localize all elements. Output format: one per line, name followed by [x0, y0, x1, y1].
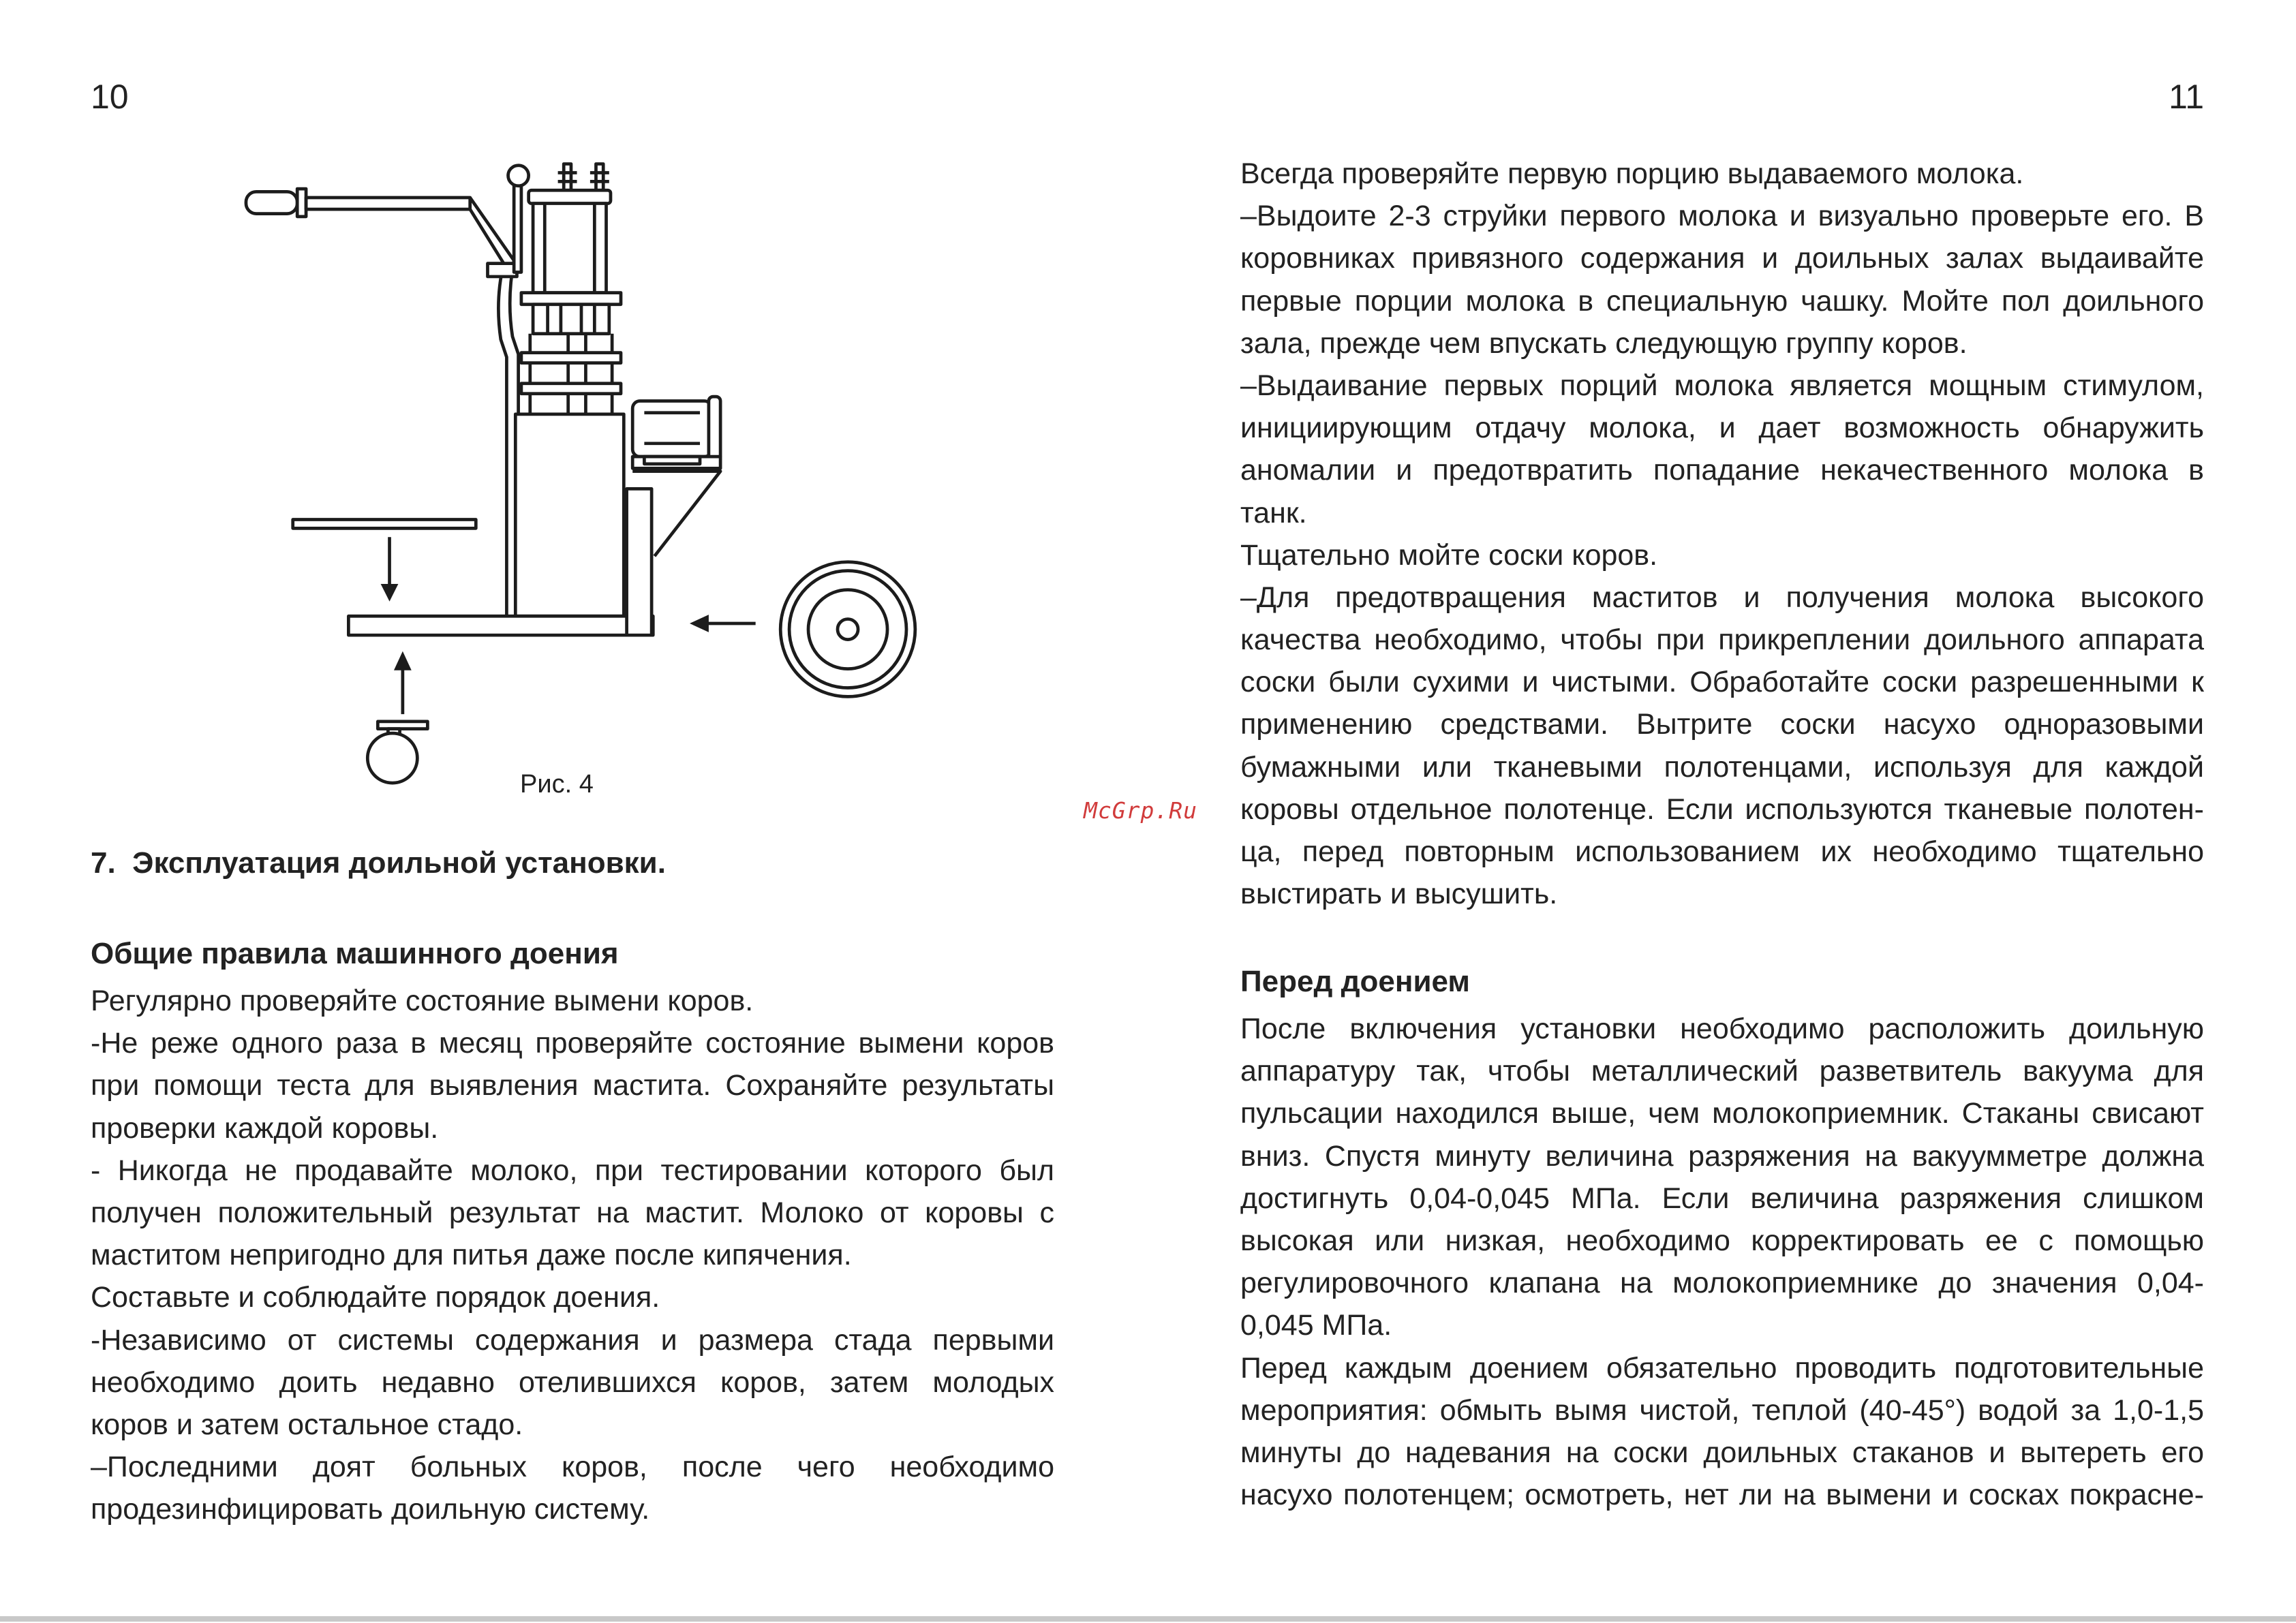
text-line: коровы отдельное полотенце. Если используются тканевые полотен-: [1240, 792, 2204, 826]
text-line: соски были сухими и чистыми. Обработайте соски разрешенными к: [1240, 666, 2204, 699]
text-line: аномалии и предотвратить попадание некачественного молока в: [1240, 454, 2204, 487]
text-line: -Не реже одного раза в месяц проверяйте состояние вымени коров: [91, 1027, 1054, 1060]
text-line: вниз. Спустя минуту величина разряжения на вакуумметре должна: [1240, 1139, 2204, 1173]
text-line: регулировочного клапана на молокоприемнике до значения 0,04-: [1240, 1267, 2204, 1300]
text-line: -Независимо от системы содержания и размера стада первыми: [91, 1323, 1054, 1357]
page-number-left: 10: [91, 78, 129, 116]
text-line: зала, прежде чем впускать следующую группу коров.: [1240, 326, 1968, 360]
text-line: –Выдоите 2-3 струйки первого молока и визуально проверьте его. В: [1240, 200, 2204, 233]
text-line: достигнуть 0,04-0,045 МПа. Если величина разряжения слишком: [1240, 1181, 2204, 1215]
text-line: Всегда проверяйте первую порцию выдаваемого молока.: [1240, 157, 2024, 190]
text-line: продезинфицировать доильную систему.: [91, 1493, 650, 1526]
text-line: маститом непригодно для питья даже после кипячения.: [91, 1239, 852, 1272]
right-body-text-bottom: [1240, 1008, 2204, 1516]
text-line: –Для предотвращения маститов и получения молока высокого: [1240, 581, 2204, 614]
watermark: McGrp.Ru: [1084, 797, 1197, 824]
text-line: инициирующим отдачу молока, и дает возможность обнаружить: [1240, 412, 2204, 445]
text-line: коровниках привязного содержания и доильных залах выдаивайте: [1240, 242, 2204, 275]
text-line: получен положительный результат на мастит. Молоко от коровы с: [91, 1196, 1054, 1229]
text-line: насухо полотенцем; осмотреть, нет ли на вымени и сосках покрасне-: [1240, 1479, 2204, 1512]
paragraph: [1240, 365, 2204, 534]
text-line: танк.: [1240, 496, 1307, 529]
text-line: минуты до надевания на соски доильных стаканов и вытереть его: [1240, 1436, 2204, 1469]
page-bottom-rule: [0, 1616, 2296, 1622]
text-line: После включения установки необходимо расположить доильную: [1240, 1013, 2204, 1045]
figure-caption: Рис. 4: [520, 770, 594, 799]
text-line: 0,045 МПа.: [1240, 1309, 1392, 1342]
paragraph: [1240, 534, 2204, 576]
right-body-text-top: [1240, 153, 2204, 915]
text-line: Тщательно мойте соски коров.: [1240, 538, 1658, 572]
paragraph: [1240, 576, 2204, 916]
text-line: Составьте и соблюдайте порядок доения.: [91, 1281, 660, 1314]
page-number-right: 11: [2169, 78, 2204, 116]
text-line: высокая или низкая, необходимо корректировать ее с помощью: [1240, 1224, 2204, 1257]
subheading-before-milking: Перед доением: [1240, 965, 1470, 998]
paragraph: [91, 1022, 1054, 1149]
paragraph: [1240, 1347, 2204, 1517]
paragraph: [91, 1319, 1054, 1447]
text-line: Регулярно проверяйте состояние вымени коров.: [91, 985, 754, 1017]
right-page: [1148, 0, 2296, 1623]
paragraph: [1240, 195, 2204, 365]
text-line: - Никогда не продавайте молоко, при тестировании которого был: [91, 1154, 1054, 1187]
text-line: коров и затем остальное стадо.: [91, 1408, 523, 1441]
text-line: качества необходимо, чтобы при прикреплении доильного аппарата: [1240, 623, 2204, 657]
paragraph: [1240, 1008, 2204, 1347]
text-line: аппаратуру так, чтобы металлический разветвитель вакуума для: [1240, 1055, 2204, 1088]
paragraph: [91, 1149, 1054, 1277]
text-line: –Выдаивание первых порций молока является мощным стимулом,: [1240, 369, 2204, 402]
text-line: необходимо доить недавно отелившихся коров, затем молодых: [91, 1365, 1054, 1399]
paragraph: [91, 1446, 1054, 1530]
paragraph: [91, 980, 1054, 1022]
text-line: проверки каждой коровы.: [91, 1111, 439, 1145]
left-body-text: [91, 980, 1054, 1530]
paragraph: [1240, 153, 2204, 195]
text-line: Перед каждым доением обязательно проводить подготовительные: [1240, 1351, 2204, 1385]
text-line: при помощи теста для выявления мастита. Сохраняйте результаты: [91, 1069, 1054, 1102]
text-line: первые порции молока в специальную чашку. Мойте пол доильного: [1240, 284, 2204, 318]
subheading-general-rules: Общие правила машинного доения: [91, 937, 619, 970]
text-line: –Последними доят больных коров, после чего необходимо: [91, 1451, 1054, 1484]
section-heading: 7. Эксплуатация доильной установки.: [91, 846, 666, 880]
text-line: мероприятия: обмыть вымя чистой, теплой (40-45°) водой за 1,0-1,5: [1240, 1393, 2204, 1427]
paragraph: [91, 1276, 1054, 1318]
text-line: бумажными или тканевыми полотенцами, используя для каждой: [1240, 750, 2204, 784]
text-line: ца, перед повторным использованием их необходимо тщательно: [1240, 835, 2204, 868]
text-line: применению средствами. Вытрите соски насухо одноразовыми: [1240, 708, 2204, 741]
text-line: пульсации находился выше, чем молокоприемник. Стаканы свисают: [1240, 1097, 2204, 1130]
text-line: выстирать и высушить.: [1240, 878, 1558, 911]
